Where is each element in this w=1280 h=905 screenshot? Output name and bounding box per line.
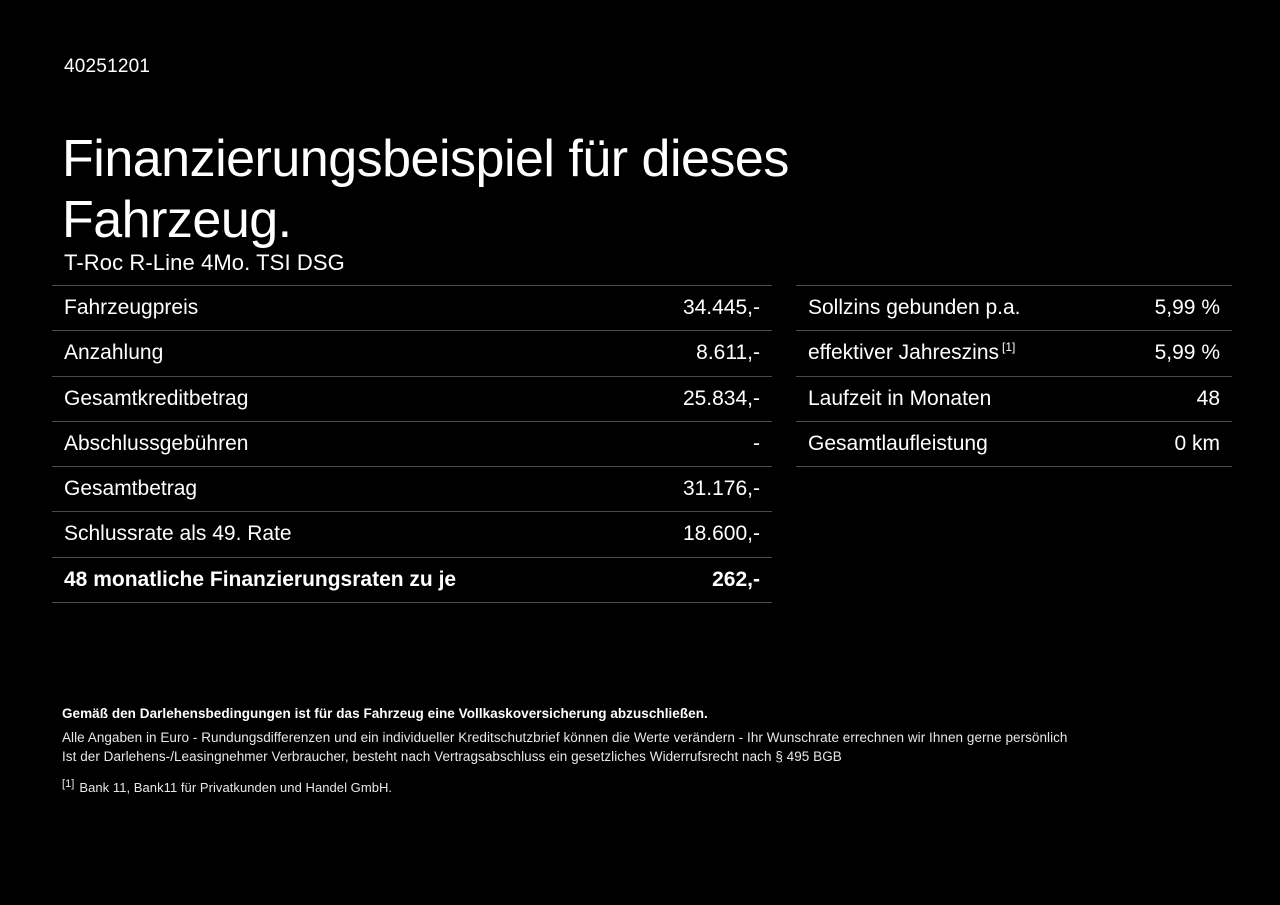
row-value: 25.834,- [682, 386, 760, 410]
finance-tables [52, 285, 1232, 603]
vehicle-model-subtitle: T-Roc R-Line 4Mo. TSI DSG [64, 250, 345, 275]
table-row [52, 421, 772, 466]
row-value: 5,99 % [1154, 341, 1220, 365]
row-value: - [753, 431, 760, 455]
row-label: Abschlussgebühren [64, 431, 249, 455]
table-row [52, 511, 772, 556]
row-value: 31.176,- [682, 477, 760, 500]
row-label: Fahrzeugpreis [64, 296, 199, 319]
row-value: 0 km [1174, 431, 1220, 455]
row-value: 5,99 % [1154, 296, 1220, 319]
legal-strong-line: Gemäß den Darlehensbedingungen ist für das Fahrzeug eine Vollkaskoversicherung abzuschließen. [62, 706, 708, 721]
page-title: Finanzierungsbeispiel für dieses Fahrzeug. [62, 129, 789, 250]
table-row [796, 285, 1232, 330]
terms-table [796, 285, 1232, 603]
footnote-marker: [1] [62, 777, 75, 790]
legal-line-2: Ist der Darlehens-/Leasingnehmer Verbraucher, besteht nach Vertragsabschluss ein gesetzliches Widerrufsrecht nach § 495 BGB [62, 749, 842, 764]
legal-line-1: Alle Angaben in Euro - Rundungsdifferenzen und ein individueller Kreditschutzbrief können die Werte verändern - Ihr Wunschrate errechnen wir Ihnen gerne persönlich [62, 730, 1068, 745]
document-id: 40251201 [64, 56, 151, 77]
row-value: 262,- [712, 567, 760, 591]
table-row [52, 285, 772, 330]
table-row [796, 421, 1232, 467]
row-label: Laufzeit in Monaten [808, 386, 992, 410]
row-label: 48 monatliche Finanzierungsraten zu je [64, 567, 457, 591]
row-label: Sollzins gebunden p.a. [808, 296, 1021, 319]
table-row [796, 376, 1232, 421]
footnote-text: Bank 11, Bank11 für Privatkunden und Handel GmbH. [79, 780, 393, 795]
row-label: Gesamtkreditbetrag [64, 386, 249, 410]
row-label: Anzahlung [64, 341, 164, 365]
row-label: effektiver Jahreszins [808, 341, 1000, 365]
footnote-marker-icon: [1] [1002, 340, 1016, 355]
row-label: Schlussrate als 49. Rate [64, 522, 292, 546]
row-value: 8.611,- [696, 341, 760, 365]
legal-disclaimer [62, 706, 1222, 795]
cost-breakdown-table [52, 285, 772, 603]
table-row [52, 376, 772, 421]
row-label: Gesamtlaufleistung [808, 431, 988, 455]
legal-footnote [62, 777, 1222, 795]
row-value: 48 [1196, 386, 1220, 410]
table-row-monthly-rate [52, 557, 772, 603]
row-value: 18.600,- [682, 522, 760, 546]
table-row [52, 330, 772, 375]
row-label: Gesamtbetrag [64, 477, 198, 500]
row-value: 34.445,- [682, 296, 760, 319]
table-row [52, 466, 772, 511]
table-row [796, 330, 1232, 375]
